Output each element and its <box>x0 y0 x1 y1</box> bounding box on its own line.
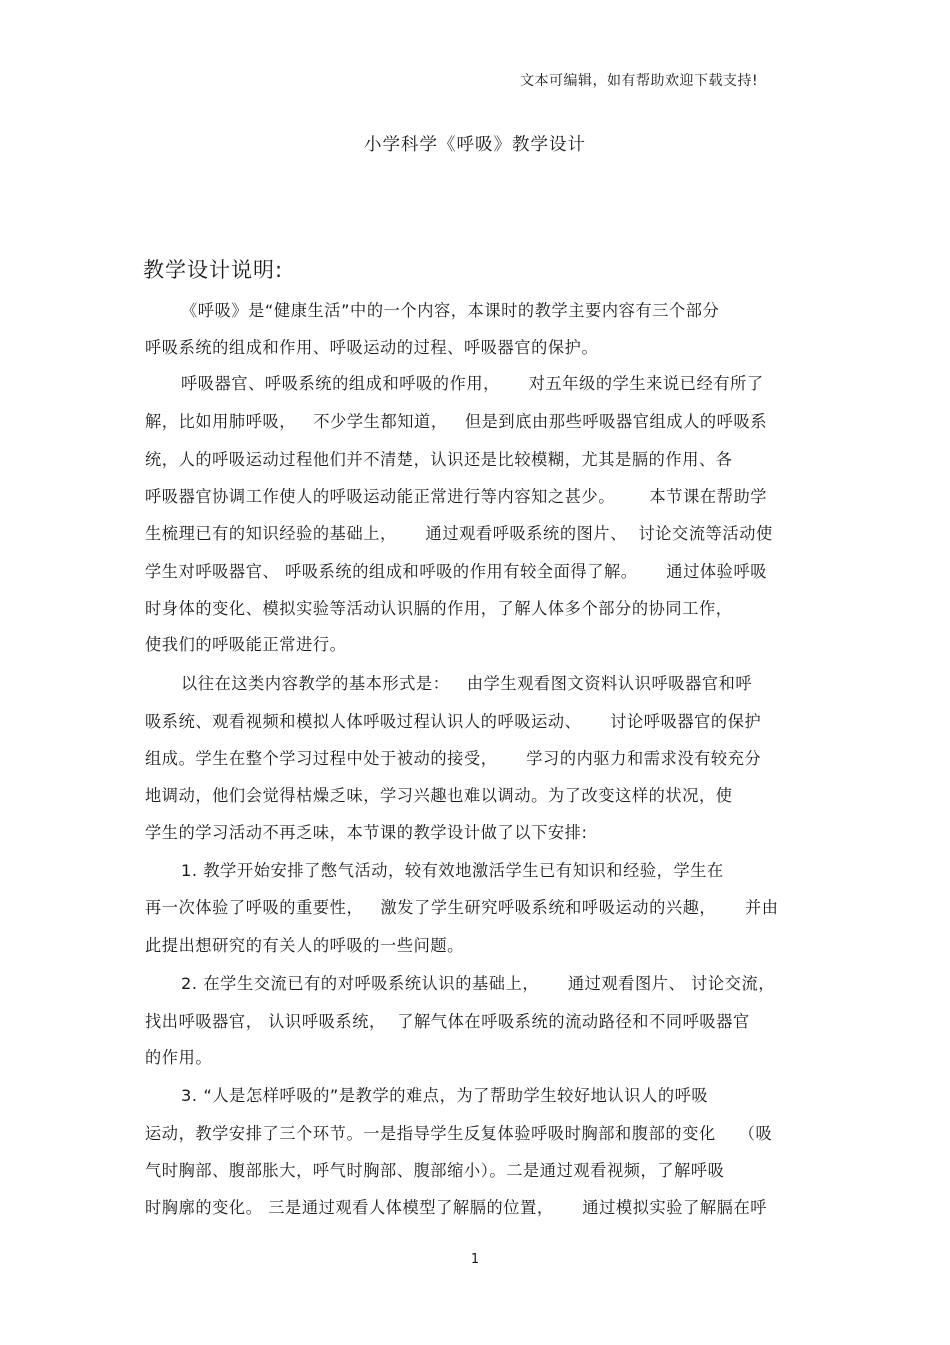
list-item-line: 1. 教学开始安排了憋气活动，较有效地激活学生已有知识和经验，学生在 <box>181 861 724 880</box>
list-item-line: 的作用。 <box>145 1048 213 1067</box>
list-item-line: 2. 在学生交流已有的对呼吸系统认识的基础上， 通过观看图片、 讨论交流， <box>181 974 776 993</box>
list-item-line: 时胸廓的变化。 三是通过观看人体模型了解膈的位置， 通过模拟实验了解膈在呼 <box>145 1198 768 1217</box>
paragraph-line: 解，比如用肺呼吸， 不少学生都知道， 但是到底由那些呼吸器官组成人的呼吸系 <box>145 412 768 431</box>
paragraph-line: 呼吸器官协调工作使人的呼吸运动能正常进行等内容知之甚少。 本节课在帮助学 <box>145 487 768 506</box>
paragraph-line: 吸系统、观看视频和模拟人体呼吸过程认识人的呼吸运动、 讨论呼吸器官的保护 <box>145 712 762 731</box>
paragraph-line: 学生对呼吸器官、 呼吸系统的组成和呼吸的作用有较全面得了解。 通过体验呼吸 <box>145 562 768 581</box>
paragraph-line: 《呼吸》是“健康生活”中的一个内容，本课时的教学主要内容有三个部分 <box>181 301 720 320</box>
list-item-line: 气时胸部、腹部胀大，呼气时胸部、腹部缩小）。二是通过观看视频，了解呼吸 <box>145 1161 725 1180</box>
section-heading: 教学设计说明: <box>143 258 284 282</box>
paragraph-line: 统，人的呼吸运动过程他们并不清楚，认识还是比较模糊，尤其是膈的作用、各 <box>145 450 733 469</box>
header-note: 文本可编辑，如有帮助欢迎下载支持! <box>520 73 759 89</box>
paragraph-line: 组成。学生在整个学习过程中处于被动的接受， 学习的内驱力和需求没有较充分 <box>145 749 762 768</box>
list-item-line: 此提出想研究的有关人的呼吸的一些问题。 <box>145 936 464 955</box>
list-item-line: 3. “人是怎样呼吸的”是教学的难点，为了帮助学生较好地认识人的呼吸 <box>181 1086 709 1105</box>
list-item-line: 运动，教学安排了三个环节。一是指导学生反复体验呼吸时胸部和腹部的变化 （吸 <box>145 1124 773 1143</box>
list-item-line: 再一次体验了呼吸的重要性， 激发了学生研究呼吸系统和呼吸运动的兴趣， 并由 <box>145 898 779 917</box>
paragraph-line: 使我们的呼吸能正常进行。 <box>145 635 347 654</box>
paragraph-line: 呼吸系统的组成和作用、呼吸运动的过程、呼吸器官的保护。 <box>145 338 599 357</box>
paragraph-line: 学生的学习活动不再乏味，本节课的教学设计做了以下安排: <box>145 823 588 842</box>
paragraph-line: 生梳理已有的知识经验的基础上， 通过观看呼吸系统的图片、 讨论交流等活动使 <box>145 524 773 543</box>
paragraph-line: 以往在这类内容教学的基本形式是： 由学生观看图文资料认识呼吸器官和呼 <box>181 674 753 693</box>
paragraph-line: 时身体的变化、模拟实验等活动认识膈的作用，了解人体多个部分的协同工作， <box>145 599 733 618</box>
list-item-line: 找出呼吸器官， 认识呼吸系统， 了解气体在呼吸系统的流动路径和不同呼吸器官 <box>145 1012 750 1031</box>
paragraph-line: 地调动，他们会觉得枯燥乏味，学习兴趣也难以调动。为了改变这样的状况，使 <box>145 786 733 805</box>
page-number: 1 <box>470 1252 480 1267</box>
document-title: 小学科学《呼吸》教学设计 <box>364 135 586 155</box>
paragraph-line: 呼吸器官、呼吸系统的组成和呼吸的作用， 对五年级的学生来说已经有所了 <box>181 374 764 393</box>
